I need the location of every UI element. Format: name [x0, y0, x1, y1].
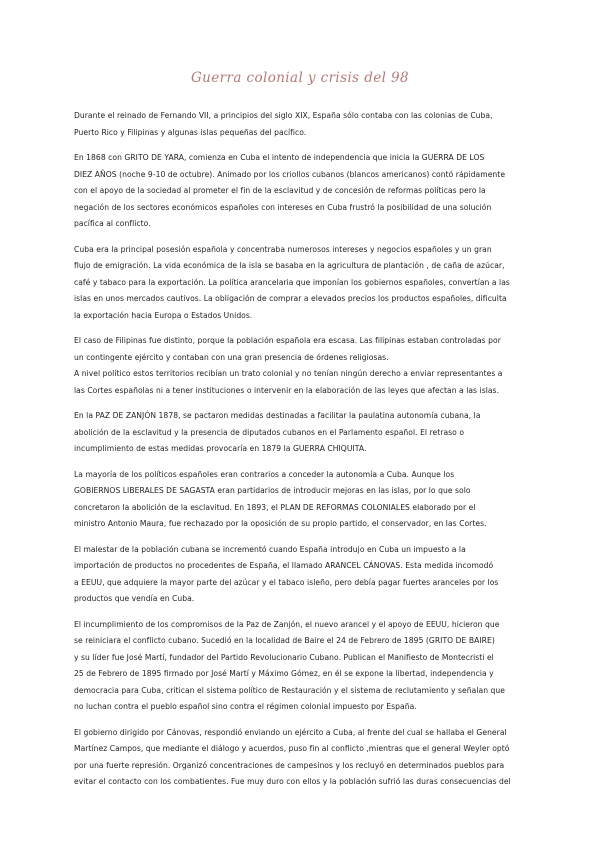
text-line: El malestar de la población cubana se incrementó cuando España introdujo en Cuba un impuesto a la	[74, 544, 466, 554]
text-line: flujo de emigración. La vida económica de la isla se basaba en la agricultura de plantación , de caña de azúcar,	[74, 261, 505, 270]
text-line: En 1868 con GRITO DE YARA, comienza en Cuba el intento de independencia que inicia la GUERRA DE LOS	[74, 153, 485, 162]
text-line: con el apoyo de la sociedad al prometer el fin de la esclavitud y de concesión de reformas políticas pero la	[74, 186, 486, 195]
text-line: Puerto Rico y Filipinas y algunas islas pequeñas del pacífico.	[74, 127, 307, 137]
paragraph	[74, 150, 526, 233]
text-line: Martínez Campos, que mediante el diálogo y acuerdos, puso fin al conflicto ,mientras que el general Weyler optó	[74, 744, 510, 753]
text-line: En la PAZ DE ZANJÓN 1878, se pactaron medidas destinadas a facilitar la paulatina autonomía cubana, la	[74, 411, 481, 420]
text-line: El incumplimiento de los compromisos de la Paz de Zanjón, el nuevo arancel y el apoyo de EEUU, hicieron que	[74, 619, 500, 629]
text-line: se reiniciara el conflicto cubano. Sucedió en la localidad de Baire el 24 de Febrero de 1895 (GRITO DE BAIRE)	[74, 636, 495, 645]
text-line: productos que vendía en Cuba.	[74, 594, 195, 603]
paragraph	[74, 242, 526, 325]
text-line: ministro Antonio Maura, fue rechazado por la oposición de su propio partido, el conservador, en las Cortes.	[74, 519, 487, 528]
text-line: democracia para Cuba, critican el sistema político de Restauración y el sistema de reclutamiento y señalan que	[74, 685, 505, 695]
text-line: por una fuerte represión. Organizó concentraciones de campesinos y los recluyó en determinados pueblos para	[74, 760, 505, 770]
paragraph	[74, 408, 526, 458]
text-line: El caso de Filipinas fue distinto, porque la población española era escasa. Las filipinas estaban controladas por	[74, 336, 501, 345]
text-line: café y tabaco para la exportación. La política arancelaria que imponían los gobiernos españoles, convertían a las	[74, 277, 510, 287]
text-line: a EEUU, que adquiere la mayor parte del azúcar y el tabaco isleño, pero debía pagar fuertes aranceles por los	[74, 577, 499, 587]
paragraph	[74, 467, 526, 533]
text-line: concretaron la abolición de la esclavitud. En 1893, el PLAN DE REFORMAS COLONIALES elaborado por el	[74, 502, 476, 512]
text-line: la exportación hacia Europa o Estados Unidos.	[74, 310, 253, 320]
paragraph	[74, 542, 526, 608]
paragraph	[74, 617, 526, 716]
text-line: incumplimiento de estas medidas provocaría en 1879 la GUERRA CHIQUITA.	[74, 444, 367, 453]
text-line: DIEZ AÑOS (noche 9-10 de octubre). Animado por los criollos cubanos (blancos americanos) contó rápidamente	[74, 169, 506, 179]
text-line: La mayoría de los políticos españoles eran contrarios a conceder la autonomía a Cuba. Aunque los	[74, 469, 455, 479]
text-line: las Cortes españolas ni a tener instituciones o intervenir en la elaboración de las leyes que afectan a las islas.	[74, 385, 500, 395]
text-line: pacífica al conflicto.	[74, 219, 151, 228]
text-line: islas en unos mercados cautivos. La obligación de comprar a elevados precios los productos españoles, dificulta	[74, 294, 507, 303]
text-line: negación de los sectores económicos españoles con intereses en Cuba frustró la posibilidad de una solución	[74, 202, 492, 212]
text-line: 25 de Febrero de 1895 firmado por José Martí y Máximo Gómez, en él se expone la libertad, independencia y	[74, 669, 494, 678]
paragraph	[74, 333, 526, 399]
text-line: importación de productos no procedentes de España, el llamado ARANCEL CÁNOVAS. Esta medida incomodó	[74, 561, 494, 570]
document-title: Guerra colonial y crisis del 98	[190, 70, 410, 86]
text-line: abolición de la esclavitud y la presencia de diputados cubanos en el Parlamento español. El retraso o	[74, 427, 465, 437]
document-body	[74, 108, 526, 791]
text-line: evitar el contacto con los combatientes. Fue muy duro con ellos y la población sufrió las duras consecuencias del	[74, 777, 511, 786]
paragraph	[74, 725, 526, 791]
text-line: Cuba era la principal posesión española y concentraba numerosos intereses y negocios españoles y un gran	[74, 244, 492, 254]
paragraph	[74, 108, 526, 141]
text-line: no luchan contra el pueblo español sino contra el régimen colonial impuesto por España.	[74, 702, 417, 711]
text-line: y su líder fue José Martí, fundador del Partido Revolucionario Cubano. Publican el Manifiesto de Montecristi el	[74, 652, 494, 662]
text-line: Durante el reinado de Fernando VII, a principios del siglo XIX, España sólo contaba con las colonias de Cuba,	[74, 111, 493, 120]
text-line: El gobierno dirigido por Cánovas, respondió enviando un ejército a Cuba, al frente del cual se hallaba el General	[74, 727, 507, 737]
text-line: un contingente ejército y contaban con una gran presencia de órdenes religiosas.	[74, 352, 389, 362]
text-line: A nivel político estos territorios recibían un trato colonial y no tenían ningún derecho a enviar representantes a	[74, 369, 503, 378]
text-line: GOBIERNOS LIBERALES DE SAGASTA eran partidarios de introducir mejoras en las islas, por lo que solo	[74, 486, 471, 495]
